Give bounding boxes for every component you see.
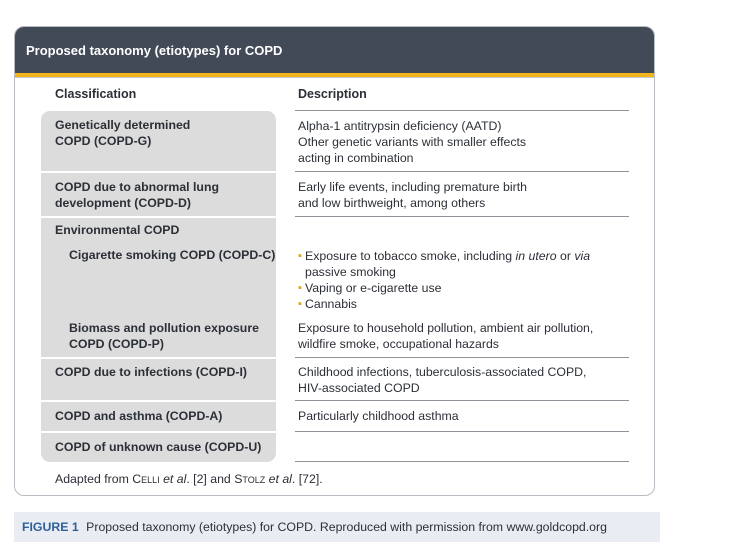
description-row-rule: [295, 357, 629, 358]
header-divider: [15, 77, 654, 78]
desc-genetic: Alpha-1 antitrypsin deficiency (AATD) Other genetic variants with smaller effects acting in combination: [298, 119, 527, 165]
bullet-item: ▪ Vaping or e-cigarette use: [298, 281, 442, 295]
description-row-rule: [295, 216, 629, 217]
figure-caption: [14, 512, 660, 542]
adapted-from-footnote: Adapted from Celli et al. [2] and Stolz et al. [72].: [55, 472, 323, 486]
desc-development: Early life events, including premature birth and low birthweight, among others: [298, 180, 527, 210]
description-row-rule: [295, 171, 629, 172]
bullet-item: ▪ Cannabis: [298, 297, 357, 311]
row-separator: [41, 171, 276, 173]
class-genetic: Genetically determined COPD (COPD-G): [55, 118, 191, 148]
description-column-header: Description: [298, 87, 367, 101]
bullet-dot-icon: ▪: [298, 282, 302, 294]
class-asthma: COPD and asthma (COPD-A): [55, 409, 223, 423]
description-row-rule: [295, 461, 629, 462]
desc-biomass-pollution: Exposure to household pollution, ambient air pollution, wildfire smoke, occupational hazards: [298, 321, 594, 351]
class-cigarette-smoking: Cigarette smoking COPD (COPD-C): [69, 248, 276, 262]
figure-label: FIGURE 1: [22, 520, 79, 534]
classification-column-header: Classification: [55, 87, 137, 101]
class-development: COPD due to abnormal lung development (COPD-D): [55, 180, 219, 210]
bullet-dot-icon: ▪: [298, 250, 302, 262]
row-separator: [41, 400, 276, 402]
description-row-rule: [295, 431, 629, 432]
description-header-rule: [295, 110, 629, 111]
bullet-item: ▪ Exposure to tobacco smoke, including in utero or via passive smoking: [298, 249, 591, 279]
class-infections: COPD due to infections (COPD-I): [55, 365, 247, 379]
desc-infections: Childhood infections, tuberculosis-associated COPD, HIV-associated COPD: [298, 365, 587, 395]
row-separator: [41, 216, 276, 218]
description-row-rule: [295, 400, 629, 401]
taxonomy-figure-card: [14, 26, 655, 496]
desc-cigarette-smoking: [298, 248, 628, 312]
figure-header-title: Proposed taxonomy (etiotypes) for COPD: [15, 27, 654, 73]
class-environmental: Environmental COPD: [55, 223, 180, 237]
class-biomass-pollution: Biomass and pollution exposure COPD (COPD-P): [69, 321, 259, 351]
row-separator: [41, 431, 276, 433]
bullet-dot-icon: ▪: [298, 298, 302, 310]
row-separator: [41, 357, 276, 359]
desc-asthma: Particularly childhood asthma: [298, 409, 459, 423]
caption-text: Proposed taxonomy (etiotypes) for COPD. Reproduced with permission from www.goldcopd.org: [86, 520, 607, 534]
class-unknown: COPD of unknown cause (COPD-U): [55, 440, 262, 454]
